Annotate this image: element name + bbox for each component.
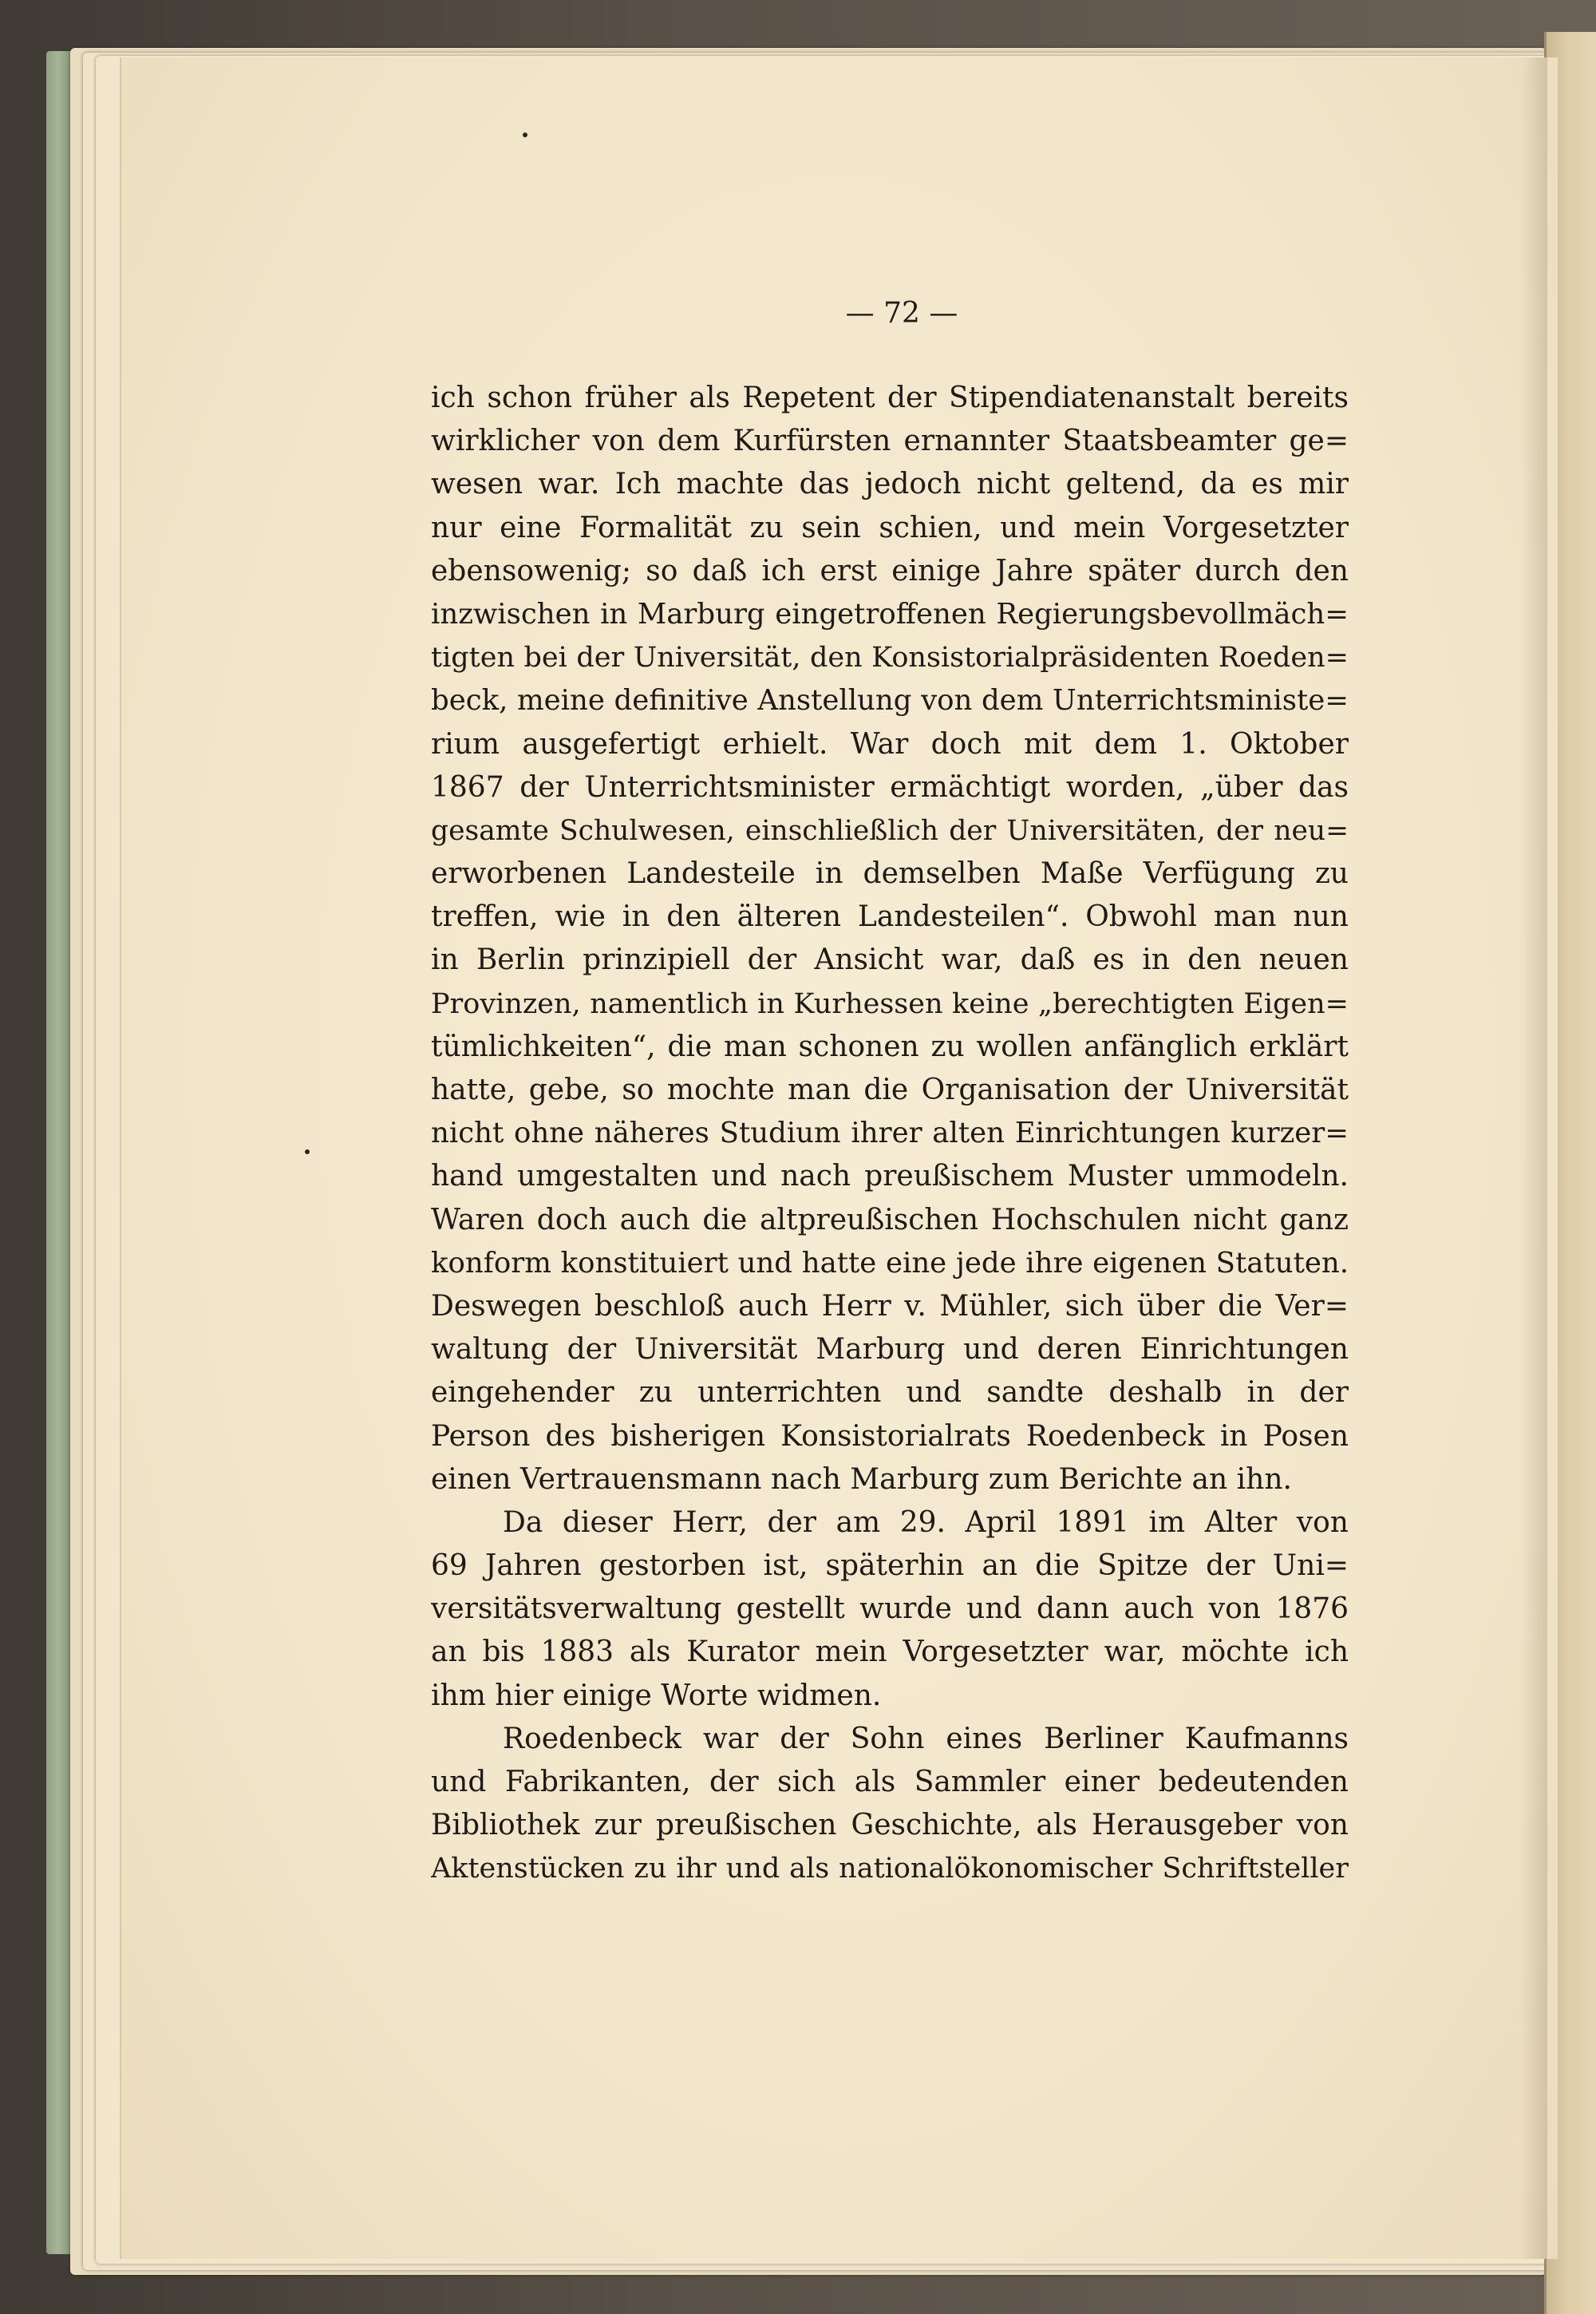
text-line: Da dieser Herr, der am 29. April 1891 im Alter von bbox=[503, 1505, 1349, 1539]
text-line: nur eine Formalität zu sein schien, und mein Vorgesetzter bbox=[431, 511, 1349, 544]
text-line: nicht ohne näheres Studium ihrer alten Einrichtungen kurzer= bbox=[431, 1117, 1349, 1150]
text-line: versitätsverwaltung gestellt wurde und dann auch von 1876 bbox=[431, 1592, 1349, 1626]
text-line: erworbenen Landesteile in demselben Maße Verfügung zu bbox=[431, 857, 1349, 891]
text-line: treffen, wie in den älteren Landesteilen“. Obwohl man nun bbox=[431, 900, 1349, 934]
text-line: an bis 1883 als Kurator mein Vorgesetzter war, möchte ich bbox=[431, 1636, 1349, 1669]
text-line: rium ausgefertigt erhielt. War doch mit dem 1. Oktober bbox=[431, 727, 1349, 761]
text-line: hand umgestalten und nach preußischem Muster ummodeln. bbox=[431, 1160, 1349, 1193]
text-line: 1867 der Unterrichtsminister ermächtigt worden, „über das bbox=[431, 770, 1349, 804]
text-line: Person des bisherigen Konsistorialrats Roedenbeck in Posen bbox=[431, 1419, 1349, 1453]
text-line: Deswegen beschloß auch Herr v. Mühler, sich über die Ver= bbox=[431, 1289, 1349, 1323]
paper-speck bbox=[305, 1149, 310, 1154]
text-line: Roedenbeck war der Sohn eines Berliner Kaufmanns bbox=[503, 1722, 1349, 1755]
text-line: wirklicher von dem Kurfürsten ernannter Staatsbeamter ge= bbox=[431, 425, 1349, 458]
text-line: Provinzen, namentlich in Kurhessen keine „berechtigten Eigen= bbox=[431, 987, 1349, 1020]
text-line: tigten bei der Universität, den Konsistorialpräsidenten Roeden= bbox=[431, 642, 1349, 674]
book-cover-edge bbox=[46, 51, 73, 2254]
text-line: Aktenstücken zu ihr und als nationalökonomischer Schriftsteller bbox=[431, 1853, 1349, 1885]
text-line: inzwischen in Marburg eingetroffenen Regierungsbevollmäch= bbox=[431, 597, 1349, 631]
text-line: einen Vertrauensmann nach Marburg zum Berichte an ihn. bbox=[431, 1462, 1292, 1496]
text-line: wesen war. Ich machte das jedoch nicht geltend, da es mir bbox=[431, 468, 1349, 501]
gutter-shadow bbox=[1520, 57, 1547, 2259]
body-text bbox=[431, 377, 1349, 1891]
text-line: ihm hier einige Worte widmen. bbox=[431, 1679, 882, 1712]
text-line: in Berlin prinzipiell der Ansicht war, daß es in den neuen bbox=[431, 943, 1349, 977]
text-line: ebensowenig; so daß ich erst einige Jahre später durch den bbox=[431, 554, 1349, 587]
text-line: eingehender zu unterrichten und sandte deshalb in der bbox=[431, 1376, 1349, 1410]
paper-speck bbox=[523, 133, 527, 137]
text-line: beck, meine definitive Anstellung von dem Unterrichtsministe= bbox=[431, 684, 1349, 718]
text-line: konform konstituiert und hatte eine jede ihre eigenen Statuten. bbox=[431, 1246, 1349, 1280]
text-line: Bibliothek zur preußischen Geschichte, als Herausgeber von bbox=[431, 1809, 1349, 1842]
text-line: gesamte Schulwesen, einschließlich der Universitäten, der neu= bbox=[431, 814, 1349, 847]
text-line: hatte, gebe, so mochte man die Organisation der Universität bbox=[431, 1074, 1349, 1106]
text-line: ich schon früher als Repetent der Stipendiatenanstalt bereits bbox=[431, 382, 1349, 414]
page-number: — 72 — bbox=[845, 297, 958, 330]
text-line: tümlichkeiten“, die man schonen zu wollen anfänglich erklärt bbox=[431, 1030, 1349, 1063]
text-line: Waren doch auch die altpreußischen Hochschulen nicht ganz bbox=[431, 1203, 1349, 1236]
text-line: waltung der Universität Marburg und deren Einrichtungen bbox=[431, 1333, 1349, 1367]
text-line: 69 Jahren gestorben ist, späterhin an die Spitze der Uni= bbox=[431, 1549, 1349, 1583]
text-line: und Fabrikanten, der sich als Sammler einer bedeutenden bbox=[431, 1766, 1349, 1798]
